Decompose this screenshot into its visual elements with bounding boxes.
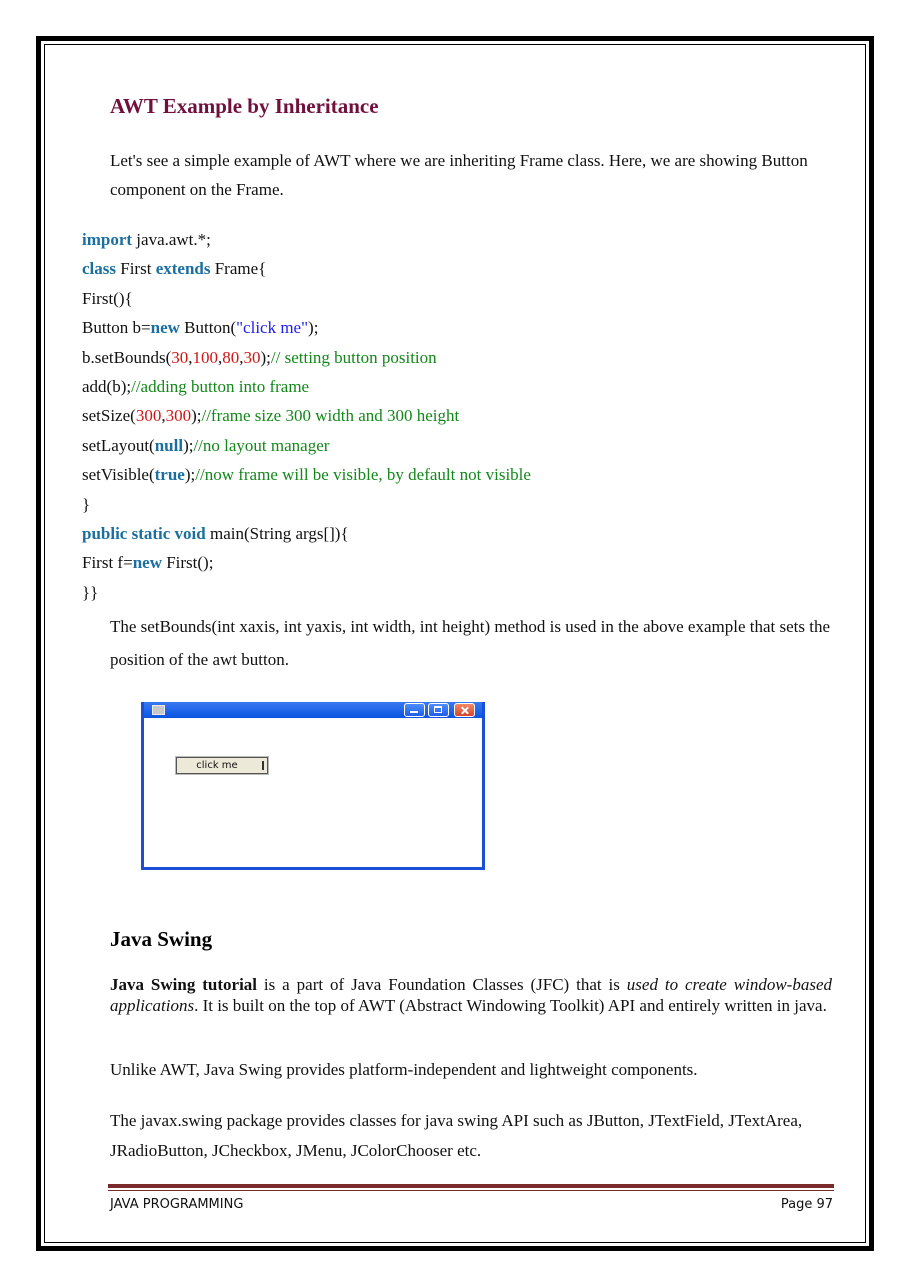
minimize-icon <box>404 703 425 717</box>
code-line-2: class First extends Frame{ <box>82 259 267 279</box>
setbounds-paragraph: The setBounds(int xaxis, int yaxis, int width, int height) method is used in the above example that sets the position of the awt button. <box>110 617 831 669</box>
code-line-5: b.setBounds(30,100,80,30);// setting button position <box>82 347 437 367</box>
code-line-9: setVisible(true);//now frame will be visible, by default not visible <box>82 465 531 485</box>
code-line-3: First(){ <box>82 288 133 308</box>
swing-paragraph-3: The javax.swing package provides classes for java swing API such as JButton, JTextField, JTextArea, JRadioButton, JCheckbox, JMenu, JColorChooser etc. <box>110 1111 803 1160</box>
footer-rule-thick <box>108 1184 834 1188</box>
intro-paragraph: Let's see a simple example of AWT where we are inheriting Frame class. Here, we are showing Button component on the Frame. <box>110 151 808 199</box>
swing-paragraph-2: Unlike AWT, Java Swing provides platform-independent and lightweight components. <box>110 1060 698 1079</box>
code-line-6: add(b);//adding button into frame <box>82 377 310 397</box>
code-line-12: First f=new First(); <box>82 553 214 573</box>
maximize-icon <box>428 703 449 717</box>
code-line-4: Button b=new Button("click me"); <box>82 318 319 338</box>
footer-rule-thin <box>108 1190 834 1191</box>
code-line-1: import java.awt.*; <box>82 230 211 249</box>
window-title-bar <box>144 702 482 718</box>
click-me-button: click me <box>176 757 268 774</box>
code-block <box>82 225 531 607</box>
code-line-11: public static void main(String args[]){ <box>82 524 349 544</box>
code-line-8: setLayout(null);//no layout manager <box>82 435 330 455</box>
awt-window-screenshot <box>141 702 485 870</box>
swing-paragraph-1: Java Swing tutorial is a part of Java Foundation Classes (JFC) that is used to create window-based applications. It is built on the top of AWT (Abstract Windowing Toolkit) API and entirely written in java. <box>110 975 832 1015</box>
page-number: Page 97 <box>780 1197 833 1212</box>
section-heading-java-swing: Java Swing <box>110 927 213 951</box>
code-line-10: } <box>82 494 91 514</box>
code-line-13: }} <box>82 582 99 602</box>
footer-title: JAVA PROGRAMMING <box>110 1197 244 1212</box>
window-system-icon <box>152 705 165 715</box>
section-heading-awt: AWT Example by Inheritance <box>110 94 379 118</box>
close-icon <box>454 703 475 717</box>
code-line-7: setSize(300,300);//frame size 300 width and 300 height <box>82 406 460 426</box>
